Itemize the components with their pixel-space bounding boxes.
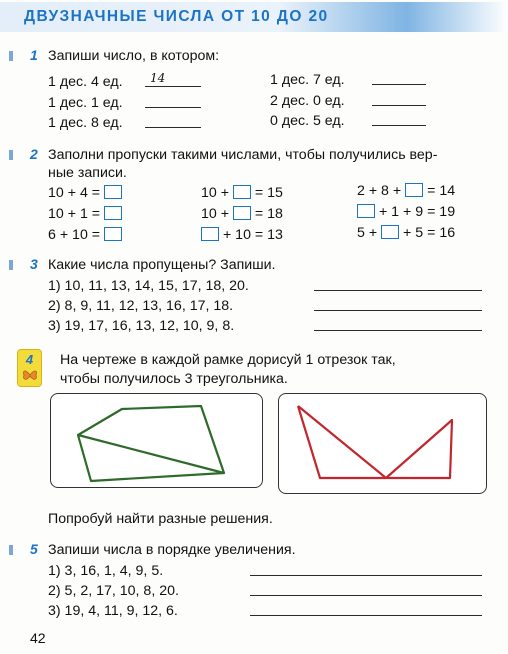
answer-line[interactable] [314, 290, 482, 291]
task-marker [9, 150, 13, 160]
task-3-instruction: Какие числа пропущены? Запиши. [48, 257, 276, 273]
task-2-number: 2 [30, 146, 38, 162]
answer-line[interactable] [314, 330, 482, 331]
number-sequence: 1) 10, 11, 13, 14, 15, 17, 18, 20. [48, 278, 249, 294]
task-marker [9, 51, 13, 61]
equation: 6 + 10 = [48, 226, 122, 244]
number-sequence: 1) 3, 16, 1, 4, 9, 5. [48, 563, 164, 579]
triangles-figure [279, 394, 485, 492]
answer-line[interactable] [250, 615, 482, 616]
task-marker [9, 545, 13, 555]
challenge-badge: 4 [17, 349, 42, 387]
drawing-frame-left[interactable] [50, 393, 263, 488]
equation: + 10 = 13 [201, 226, 283, 244]
answer-box[interactable] [104, 227, 122, 241]
number-sequence: 3) 19, 17, 16, 13, 12, 10, 9, 8. [48, 318, 235, 334]
number-sequence: 3) 19, 4, 11, 9, 12, 6. [48, 603, 178, 619]
answer-box[interactable] [233, 185, 251, 199]
answer-line[interactable] [145, 107, 201, 108]
task-5-number: 5 [30, 541, 38, 557]
drawing-frame-right[interactable] [278, 393, 487, 494]
answer-line[interactable] [250, 575, 482, 576]
handwritten-answer: 14 [150, 71, 166, 85]
equation: 5 + + 5 = 16 [357, 225, 456, 241]
equation: 10 + = 18 [201, 206, 283, 222]
task-1-item: 1 дес. 1 ед. [48, 95, 123, 111]
number-sequence: 2) 8, 9, 11, 12, 13, 16, 17, 18. [48, 298, 234, 314]
answer-line[interactable] [372, 125, 426, 126]
task-1-item: 1 дес. 4 ед. [48, 74, 123, 90]
task-4-instruction: На чертеже в каждой рамке дорисуй 1 отрезок так, [60, 352, 396, 368]
task-1-number: 1 [30, 47, 38, 63]
equation: 10 + 1 = [48, 205, 122, 223]
answer-box[interactable] [381, 225, 399, 239]
task-1-item: 0 дес. 5 ед. [270, 113, 345, 129]
task-4-instruction: чтобы получилось 3 треугольника. [60, 371, 288, 387]
butterfly-icon [22, 368, 38, 382]
answer-box[interactable] [104, 206, 122, 220]
equation: + 1 + 9 = 19 [357, 203, 455, 221]
answer-line[interactable] [145, 127, 201, 128]
answer-line[interactable] [314, 310, 482, 311]
answer-box[interactable] [233, 206, 251, 220]
number-sequence: 2) 5, 2, 17, 10, 8, 20. [48, 583, 179, 599]
task-2-instruction: Заполни пропуски такими числами, чтобы получились вер- [48, 147, 438, 163]
task-1-item: 2 дес. 0 ед. [270, 93, 345, 109]
task-1-item: 1 дес. 7 ед. [270, 72, 345, 88]
answer-line[interactable] [145, 86, 201, 87]
answer-box[interactable] [201, 227, 219, 241]
task-1-item: 1 дес. 8 ед. [48, 115, 123, 131]
task-2-instruction: ные записи. [48, 165, 127, 181]
page-title: ДВУЗНАЧНЫЕ ЧИСЛА ОТ 10 ДО 20 [24, 8, 329, 25]
equation: 10 + 4 = [48, 184, 122, 202]
task-marker [9, 260, 13, 270]
answer-box[interactable] [405, 183, 423, 197]
answer-line[interactable] [250, 595, 482, 596]
task-1-instruction: Запиши число, в котором: [48, 48, 220, 64]
task-3-number: 3 [30, 256, 38, 272]
page-number: 42 [30, 630, 46, 646]
task-4-hint: Попробуй найти разные решения. [48, 511, 273, 527]
quadrilateral-figure [51, 394, 261, 486]
answer-line[interactable] [372, 105, 426, 106]
task-5-instruction: Запиши числа в порядке увеличения. [48, 542, 296, 558]
answer-line[interactable] [372, 84, 426, 85]
equation: 10 + = 15 [201, 185, 283, 201]
answer-box[interactable] [104, 185, 122, 199]
answer-box[interactable] [357, 204, 375, 218]
equation: 2 + 8 + = 14 [357, 183, 456, 199]
